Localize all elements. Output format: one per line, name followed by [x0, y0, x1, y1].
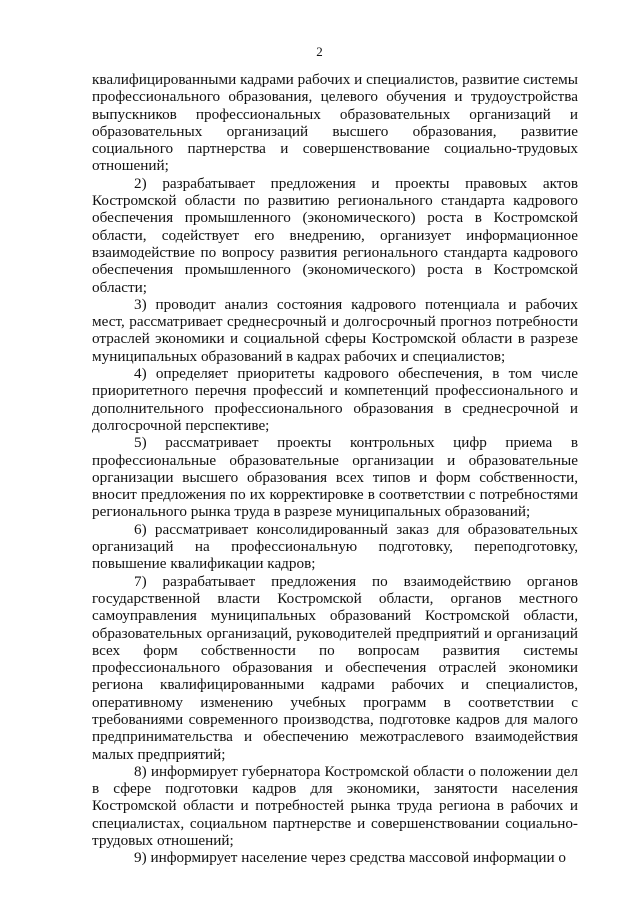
- page-number: 2: [316, 44, 323, 59]
- paragraph-item-3: 3) проводит анализ состояния кадрового потенциала и рабочих мест, рассматривает среднесрочный и долгосрочный прогноз потребности отраслей экономики и социальной сферы Костромской области в разрезе муниципальных образований в кадрах рабочих и специалистов;: [92, 295, 578, 365]
- document-body: [92, 71, 578, 867]
- paragraph-continuation: квалифицированными кадрами рабочих и специалистов, развитие системы профессионального образования, целевого обучения и трудоустройства выпускников профессиональных образовательных организаций и образовательных организаций высшего образования, развитие социального партнерства и совершенствование социально-трудовых отношений;: [92, 71, 578, 175]
- paragraph-item-6: 6) рассматривает консолидированный заказ для образовательных организаций на профессиональную подготовку, переподготовку, повышение квалификации кадров;: [92, 520, 578, 573]
- paragraph-item-4: 4) определяет приоритеты кадрового обеспечения, в том числе приоритетного перечня профессий и компетенций профессионального и дополнительного профессионального образования в среднесрочной и долгосрочной перспективе;: [92, 365, 578, 434]
- paragraph-item-7: 7) разрабатывает предложения по взаимодействию органов государственной власти Костромской области, органов местного самоуправления муниципальных образований Костромской области, образовательных организаций, руководителей предприятий и организаций всех форм собственности по вопросам развития системы профессионального образования и обеспечения отраслей экономики региона квалифицированными кадрами рабочих и специалистов, оперативному изменению учебных программ в соответствии с требованиями современного производства, подготовке кадров для малого предпринимательства и обеспечению межотраслевого взаимодействия малых предприятий;: [92, 572, 578, 763]
- paragraph-item-9: 9) информирует население через средства массовой информации о: [134, 849, 567, 867]
- paragraph-item-8: 8) информирует губернатора Костромской области о положении дел в сфере подготовки кадров для экономики, занятости населения Костромской области и потребностей рынка труда региона в рабочих и специалистах, социальном партнерстве и совершенствовании социально-трудовых отношений;: [92, 762, 578, 850]
- paragraph-item-2: 2) разрабатывает предложения и проекты правовых актов Костромской области по развитию регионального стандарта кадрового обеспечения промышленного (экономического) роста в Костромской области, содействует его внедрению, организует информационное взаимодействие по вопросу развития регионального стандарта кадрового обеспечения промышленного (экономического) роста в Костромской области;: [92, 174, 578, 296]
- paragraph-item-5: 5) рассматривает проекты контрольных цифр приема в профессиональные образовательные организации и образовательные организации высшего образования всех типов и форм собственности, вносит предложения по их корректировке в соответствии с потребностями регионального рынка труда в разрезе муниципальных образований;: [92, 434, 578, 521]
